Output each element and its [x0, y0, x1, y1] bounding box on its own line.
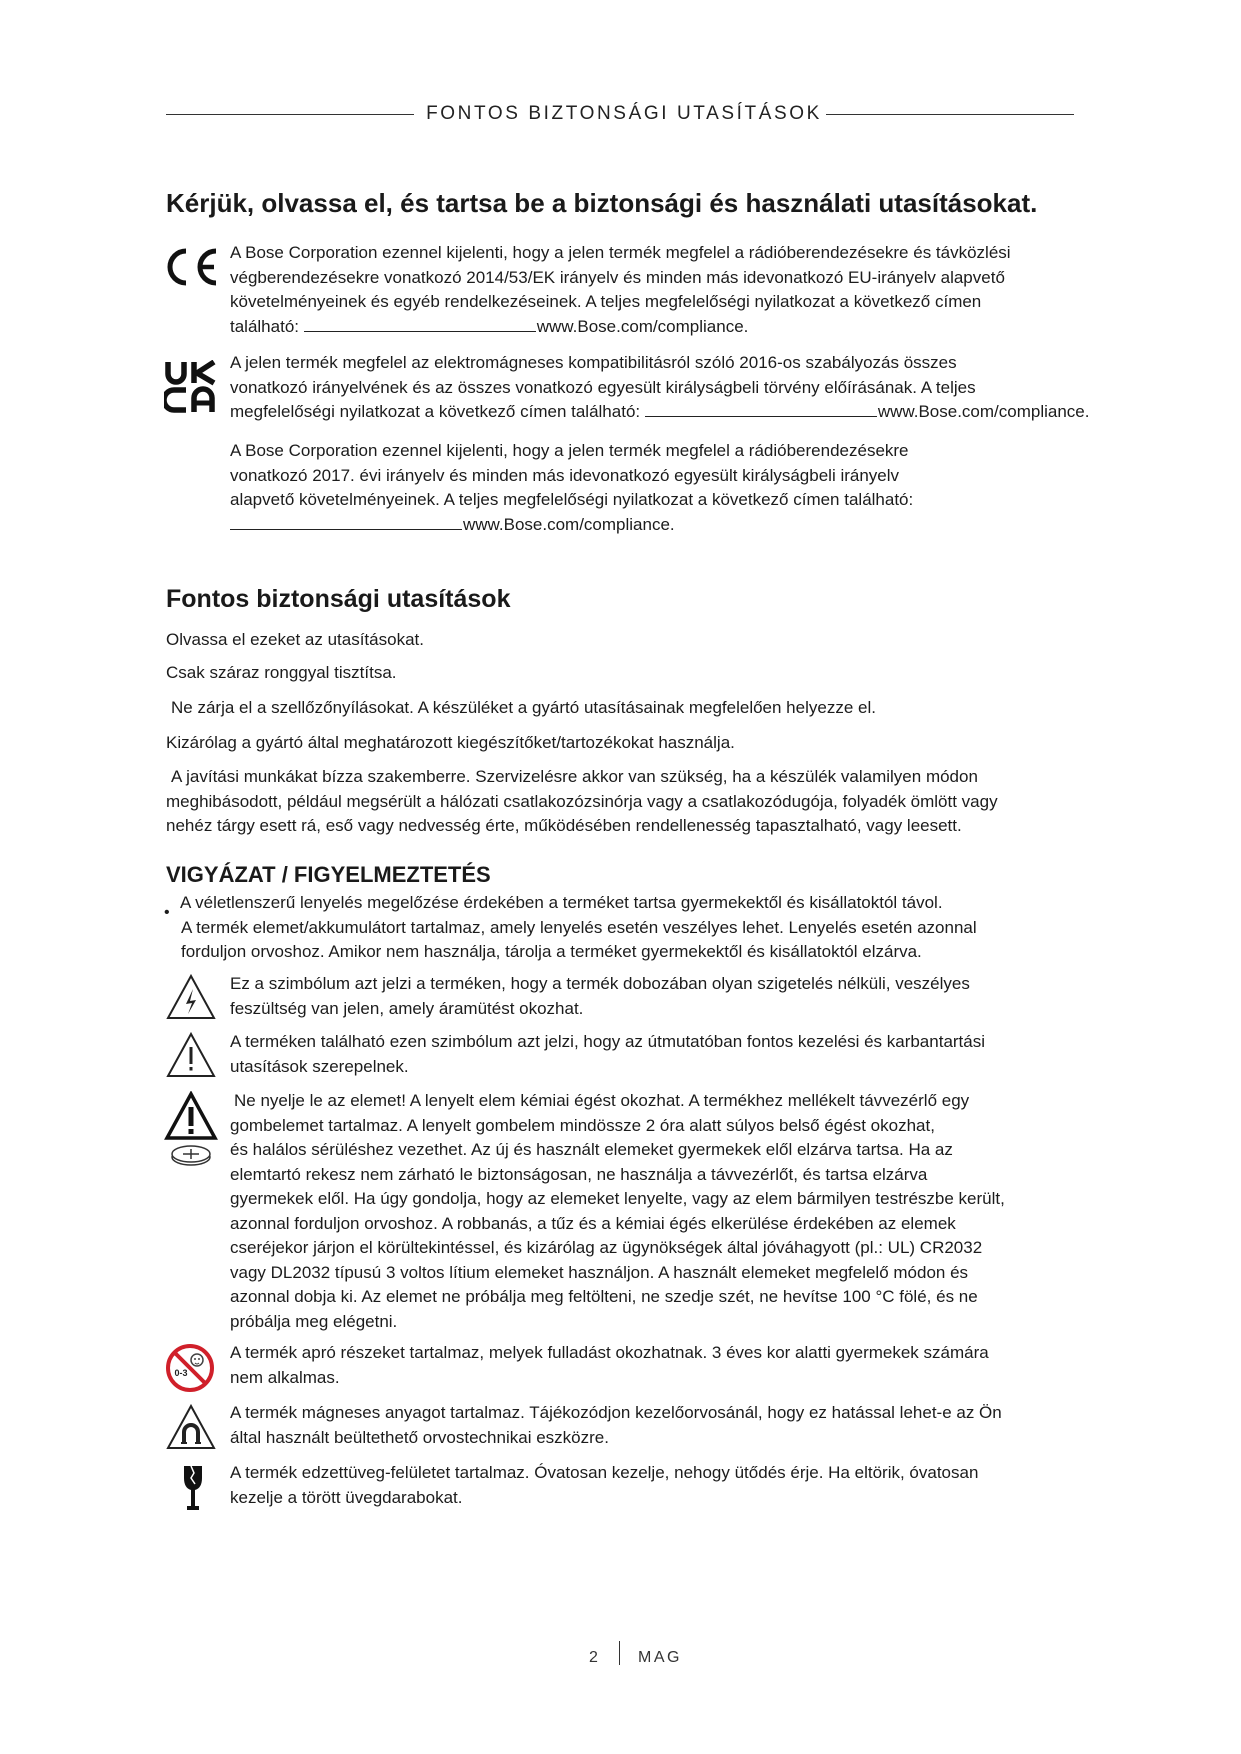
safety-p3: Ne zárja el a szellőzőnyílásokat. A készüléket a gyártó utasításainak megfelelően helyezze el.: [171, 698, 876, 717]
language-code: MAG: [638, 1649, 682, 1666]
radio-line: A Bose Corporation ezennel kijelenti, hogy a jelen termék megfelel a rádióberendezésekre: [230, 441, 909, 460]
header-title: FONTOS BIZTONSÁGI UTASÍTÁSOK: [426, 103, 822, 124]
radio-line: vonatkozó 2017. évi irányelv és minden más idevonatkozó egyesült királyságbeli irányelv: [230, 465, 900, 485]
warning-bullet-line: A véletlenszerű lenyelés megelőzése érdekében a terméket tartsa gyermekektől és kisállatoktól távol.: [180, 893, 943, 912]
button-battery-warning-icon: [164, 1091, 218, 1169]
magnet-line: által használt beültethető orvostechnikai eszközre.: [230, 1427, 609, 1447]
small-parts-age-label: 0-3: [174, 1368, 188, 1378]
battery-line: vagy DL2032 típusú 3 voltos lítium elemeket használjon. A használt elemeket megfelelő módon és: [230, 1262, 969, 1282]
safety-heading: Fontos biztonsági utasítások: [166, 585, 511, 613]
voltage-line: feszültség van jelen, amely áramütést okozhat.: [230, 998, 584, 1018]
ce-line: A Bose Corporation ezennel kijelenti, hogy a jelen termék megfelel a rádióberendezésekre és távközlési: [230, 243, 1011, 262]
intro-heading: Kérjük, olvassa el, és tartsa be a biztonsági és használati utasításokat.: [166, 188, 1038, 218]
battery-line: azonnal forduljon orvoshoz. A robbanás, a tűz és a kémiai égés elkerülése érdekében az elemek: [230, 1213, 956, 1233]
small-parts-age-warning-icon: [165, 1343, 215, 1393]
fragile-glass-icon: [182, 1464, 204, 1516]
small-parts-line: A termék apró részeket tartalmaz, melyek fulladást okozhatnak. 3 éves kor alatti gyermekek számára: [230, 1343, 989, 1362]
ce-declaration: [230, 241, 1011, 339]
warning-heading: VIGYÁZAT / FIGYELMEZTETÉS: [166, 862, 491, 887]
page-header: [166, 101, 1074, 127]
battery-line: próbálja meg elégetni.: [230, 1311, 398, 1331]
safety-p2: Csak száraz ronggyal tisztítsa.: [166, 663, 397, 682]
battery-line: cseréjekor járjon el körültekintéssel, és kizárólag az ügynökségek által jóváhagyott (pl.: UL) CR2032: [230, 1238, 983, 1257]
battery-line: azonnal dobja ki. Az elemet ne próbálja meg feltölteni, ne szedje szét, ne hevítse 100 °C fölé, és ne: [230, 1287, 978, 1306]
magnet-line: A termék mágneses anyagot tartalmaz. Tájékozódjon kezelőorvosánál, hogy ez hatással lehet-e az Ön: [230, 1403, 1002, 1422]
magnet-warning-text: [230, 1401, 1002, 1450]
ce-line: végberendezésekre vonatkozó 2014/53/EK irányelv és minden más idevonatkozó EU-irányelv alapvető: [230, 267, 1005, 287]
ukca-blank-line: [645, 402, 877, 417]
glass-line: kezelje a törött üvegdarabokat.: [230, 1487, 463, 1507]
safety-p5-line: nehéz tárgy esett rá, eső vagy nedvesség érte, működésében rendellenesség tapasztalható, vagy leesett.: [166, 816, 962, 835]
battery-line: gyermekek elől. Ha úgy gondolja, hogy az elemeket lenyelte, vagy az elem bármilyen testrészbe került,: [230, 1189, 1005, 1208]
warning-bullet: [180, 891, 977, 965]
bullet-marker: •: [164, 904, 170, 921]
ukca-compliance-url: www.Bose.com/compliance.: [877, 402, 1090, 421]
footer-divider: [619, 1641, 620, 1665]
battery-line: Ne nyelje le az elemet! A lenyelt elem kémiai égést okozhat. A termékhez mellékelt távvezérlő egy: [234, 1091, 970, 1110]
voltage-line: Ez a szimbólum azt jelzi a terméken, hogy a termék dobozában olyan szigetelés nélküli, veszélyes: [230, 974, 970, 993]
safety-p5-line: A javítási munkákat bízza szakemberre. Szervizelésre akkor van szükség, ha a készülék valamilyen módon: [171, 767, 978, 786]
battery-line: és halálos sérüléshez vezethet. Az új és használt elemeket gyermekek elől elzárva tartsa. Ha az: [230, 1140, 953, 1159]
warning-bullet-line: A termék elemet/akkumulátort tartalmaz, amely lenyelés esetén veszélyes lehet. Lenyelés esetén azonnal: [181, 917, 977, 937]
manual-line: A terméken található ezen szimbólum azt jelzi, hogy az útmutatóban fontos kezelési és karbantartási: [230, 1032, 986, 1051]
ukca-declaration: [230, 351, 1089, 425]
manual-line: utasítások szerepelnek.: [230, 1056, 409, 1076]
header-rule-right: [826, 114, 1074, 115]
glass-warning-text: [230, 1461, 978, 1510]
ce-mark-icon: [164, 245, 220, 289]
radio-line: alapvető követelményeinek. A teljes megfelelőségi nyilatkozat a következő címen található:: [230, 490, 914, 509]
ukca-line: A jelen termék megfelel az elektromágneses kompatibilitásról szóló 2016-os szabályozás összes: [230, 353, 957, 372]
ce-line-last: [230, 315, 1011, 340]
safety-p1: Olvassa el ezeket az utasításokat.: [166, 630, 424, 649]
voltage-warning-text: [230, 972, 970, 1021]
page-number: 2: [589, 1649, 598, 1666]
ukca-line: vonatkozó irányelvének és az összes vonatkozó egyesült királyságbeli törvény előírásának. A teljes: [230, 377, 976, 397]
warning-bullet-line: forduljon orvoshoz. Amikor nem használja, tárolja a terméket gyermekektől és kisállatoktól elzárva.: [181, 942, 922, 961]
glass-line: A termék edzettüveg-felületet tartalmaz. Óvatosan kezelje, nehogy ütődés érje. Ha eltörik, óvatosan: [230, 1463, 979, 1482]
radio-declaration: [230, 439, 913, 537]
small-parts-line: nem alkalmas.: [230, 1367, 340, 1387]
radio-blank-line: [230, 515, 462, 530]
battery-line: elemtartó rekesz nem zárható le biztonságosan, ne használja a távvezérlőt, és tartsa elzárva: [230, 1164, 928, 1184]
header-rule-left: [166, 114, 414, 115]
small-parts-warning-text: [230, 1341, 989, 1390]
manual-warning-text: [230, 1030, 985, 1079]
ce-last-prefix: található:: [230, 316, 304, 336]
battery-line: gombelemet tartalmaz. A lenyelt gombelem mindössze 2 óra alatt súlyos belső égést okozhat,: [230, 1115, 935, 1135]
safety-p4: Kizárólag a gyártó által meghatározott kiegészítőket/tartozékokat használja.: [166, 733, 735, 752]
battery-warning-text: [230, 1089, 1005, 1334]
exclamation-warning-icon: [165, 1031, 217, 1079]
ce-blank-line: [304, 317, 536, 332]
ce-line: követelményeinek és egyéb rendelkezéseinek. A teljes megfelelőségi nyilatkozat a következő címen: [230, 292, 982, 311]
ukca-line-last: [230, 400, 1089, 425]
electric-shock-warning-icon: [165, 973, 217, 1021]
magnet-warning-icon: [165, 1403, 217, 1451]
radio-compliance-url: www.Bose.com/compliance.: [463, 514, 675, 534]
safety-p5: [166, 765, 998, 839]
ukca-mark-icon: [164, 360, 218, 414]
radio-line-last: [230, 513, 913, 538]
safety-p5-line: meghibásodott, például megsérült a hálózati csatlakozózsinórja vagy a csatlakozódugója, folyadék ömlött vagy: [166, 791, 998, 811]
ukca-last-prefix: megfelelőségi nyilatkozat a következő címen található:: [230, 402, 645, 421]
ce-compliance-url: www.Bose.com/compliance.: [536, 316, 749, 336]
